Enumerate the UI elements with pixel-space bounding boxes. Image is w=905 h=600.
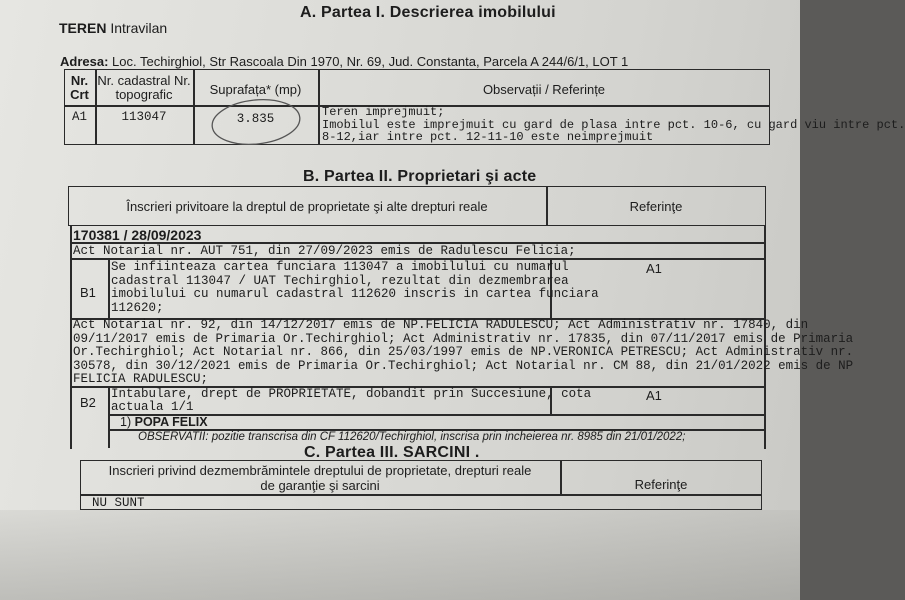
page-shadow <box>0 510 800 600</box>
b1-ref: A1 <box>646 261 662 276</box>
col-cadastral: Nr. cadastral Nr. topografic <box>97 73 191 102</box>
address-label: Adresa: <box>60 54 109 69</box>
part-b-col-main: Înscrieri privitoare la dreptul de proprietate şi alte drepturi reale <box>126 199 488 214</box>
address-value: Loc. Techirghiol, Str Rascoala Din 1970, Nr. 69, Jud. Constanta, Parcela A 244/6/1, LOT 1 <box>112 54 629 69</box>
b2-ref: A1 <box>646 388 662 403</box>
b2-line: Intabulare, drept de PROPRIETATE, dobandit prin Succesiune, cota <box>111 387 592 401</box>
owner-name: POPA FELIX <box>134 415 208 429</box>
entry-id: 170381 / 28/09/2023 <box>73 227 202 243</box>
part-c-title: C. Partea III. SARCINI . <box>304 444 480 461</box>
owner-line <box>120 415 208 429</box>
part-c-col-ref: Referinţe <box>634 477 688 492</box>
b1-line: 112620; <box>111 300 164 315</box>
col-nr-crt: Nr. Crt <box>70 73 89 102</box>
act-line: Act Notarial nr. AUT 751, din 27/09/2023 emis de Radulescu Felicia; <box>73 244 576 258</box>
b2-text <box>111 388 591 414</box>
property-type: TEREN <box>59 20 107 36</box>
handwritten-circle-mark <box>206 98 306 150</box>
acts-line: Or.Techirghiol; Act Notarial nr. 866, din 25/03/1997 emis de NP.VERONICA PETRESCU; Act Administrativ nr. <box>73 345 854 359</box>
owner-observations: OBSERVATII: pozitie transcrisa din CF 112620/Techirghiol, inscrisa prin incheierea nr. 8985 din 21/01/2022; <box>138 431 686 443</box>
observation-line: 8-12,iar intre pct. 12-11-10 este neimprejmuit <box>322 130 654 144</box>
address-line <box>60 54 628 69</box>
row-nr: A1 <box>71 110 87 124</box>
b1-line: Se infiinteaza cartea funciara 113047 a imobilului cu numarul <box>111 260 569 274</box>
part-b-title: B. Partea II. Proprietari şi acte <box>303 168 537 185</box>
part-c-col-main <box>80 463 560 493</box>
property-type-line <box>59 20 167 36</box>
acts-line: 09/11/2017 emis de Primaria Or.Techirghiol; Act Administrativ nr. 17835, din 07/11/2017 emis de Primaria <box>73 331 854 346</box>
part-a-title: A. Partea I. Descrierea imobilului <box>300 4 556 21</box>
b1-line: cadastral 113047 / UAT Techirghiol, rezultat din dezmembrarea <box>111 273 569 288</box>
col-observations: Observații / Referințe <box>482 82 606 97</box>
row-cadastral: 113047 <box>121 110 167 124</box>
observation-line: Imobilul este imprejmuit cu gard de plasa intre pct. 10-6, cu gard viu intre pct. <box>322 117 905 132</box>
owner-index: 1) <box>120 415 132 429</box>
col-area: Suprafața* (mp) <box>209 82 302 97</box>
row-area: 3.835 <box>236 112 275 126</box>
part-c-col-main-line: Inscrieri privind dezmembrămintele dreptului de proprietate, drepturi reale <box>108 463 532 478</box>
b2-label: B2 <box>80 395 96 410</box>
b1-label: B1 <box>80 285 96 300</box>
row-observations <box>322 106 905 144</box>
b2-line: actuala 1/1 <box>111 400 194 414</box>
part-b-col-ref: Referinţe <box>629 199 683 214</box>
b1-line: imobilului cu numarul cadastral 112620 inscris in cartea funciara <box>111 287 599 301</box>
part-c-col-main-line: de garanţie şi sarcini <box>260 478 380 493</box>
acts-line: Act Notarial nr. 92, din 14/12/2017 emis de NP.FELICIA RADULESCU; Act Administrativ nr. 17840, din <box>73 318 809 332</box>
acts-block <box>73 319 853 387</box>
b1-text <box>111 261 599 315</box>
acts-line: 30578, din 30/12/2021 emis de Primaria Or.Techirghiol; Act Notarial nr. CM 88, din 21/01/2022 emis de NP <box>73 358 854 373</box>
acts-line: FELICIA RADULESCU; <box>73 372 209 386</box>
observation-line: Teren imprejmuit; <box>322 105 445 119</box>
property-subtype: Intravilan <box>110 20 168 36</box>
part-c-value: NU SUNT <box>92 496 145 510</box>
